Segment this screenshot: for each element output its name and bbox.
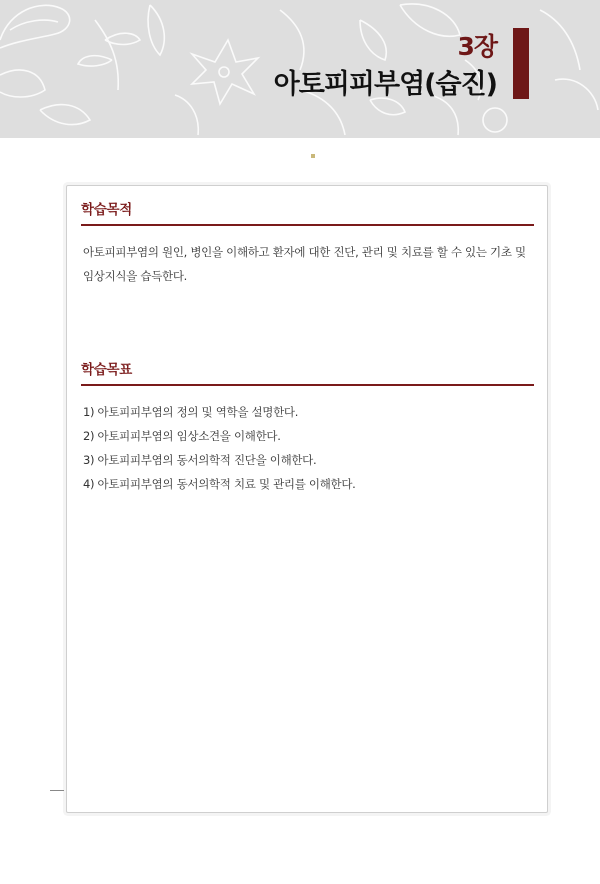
chapter-title: 아토피피부염(습진) [273,69,497,100]
header-banner [0,0,600,138]
goal-item: 4) 아토피피부염의 동서의학적 치료 및 관리를 이해한다. [83,477,356,491]
goals-heading: 학습목표 [81,358,534,386]
objective-heading: 학습목적 [81,198,534,226]
goal-item: 3) 아토피피부염의 동서의학적 진단을 이해한다. [83,453,317,467]
title-accent-bar [513,28,529,99]
objective-section [81,198,534,288]
learning-box [66,185,548,813]
goal-item: 2) 아토피피부염의 임상소견을 이해한다. [83,429,281,443]
goals-list [81,400,534,496]
goal-item: 1) 아토피피부염의 정의 및 역학을 설명한다. [83,405,299,419]
goals-section [81,358,534,496]
scan-mark [50,790,64,791]
chapter-number: 3장 [457,32,497,61]
objective-text: 아토피피부염의 원인, 병인을 이해하고 환자에 대한 진단, 관리 및 치료를 할 수 있는 기초 및 임상지식을 습득한다. [83,245,526,283]
ornament-dot [311,154,315,158]
